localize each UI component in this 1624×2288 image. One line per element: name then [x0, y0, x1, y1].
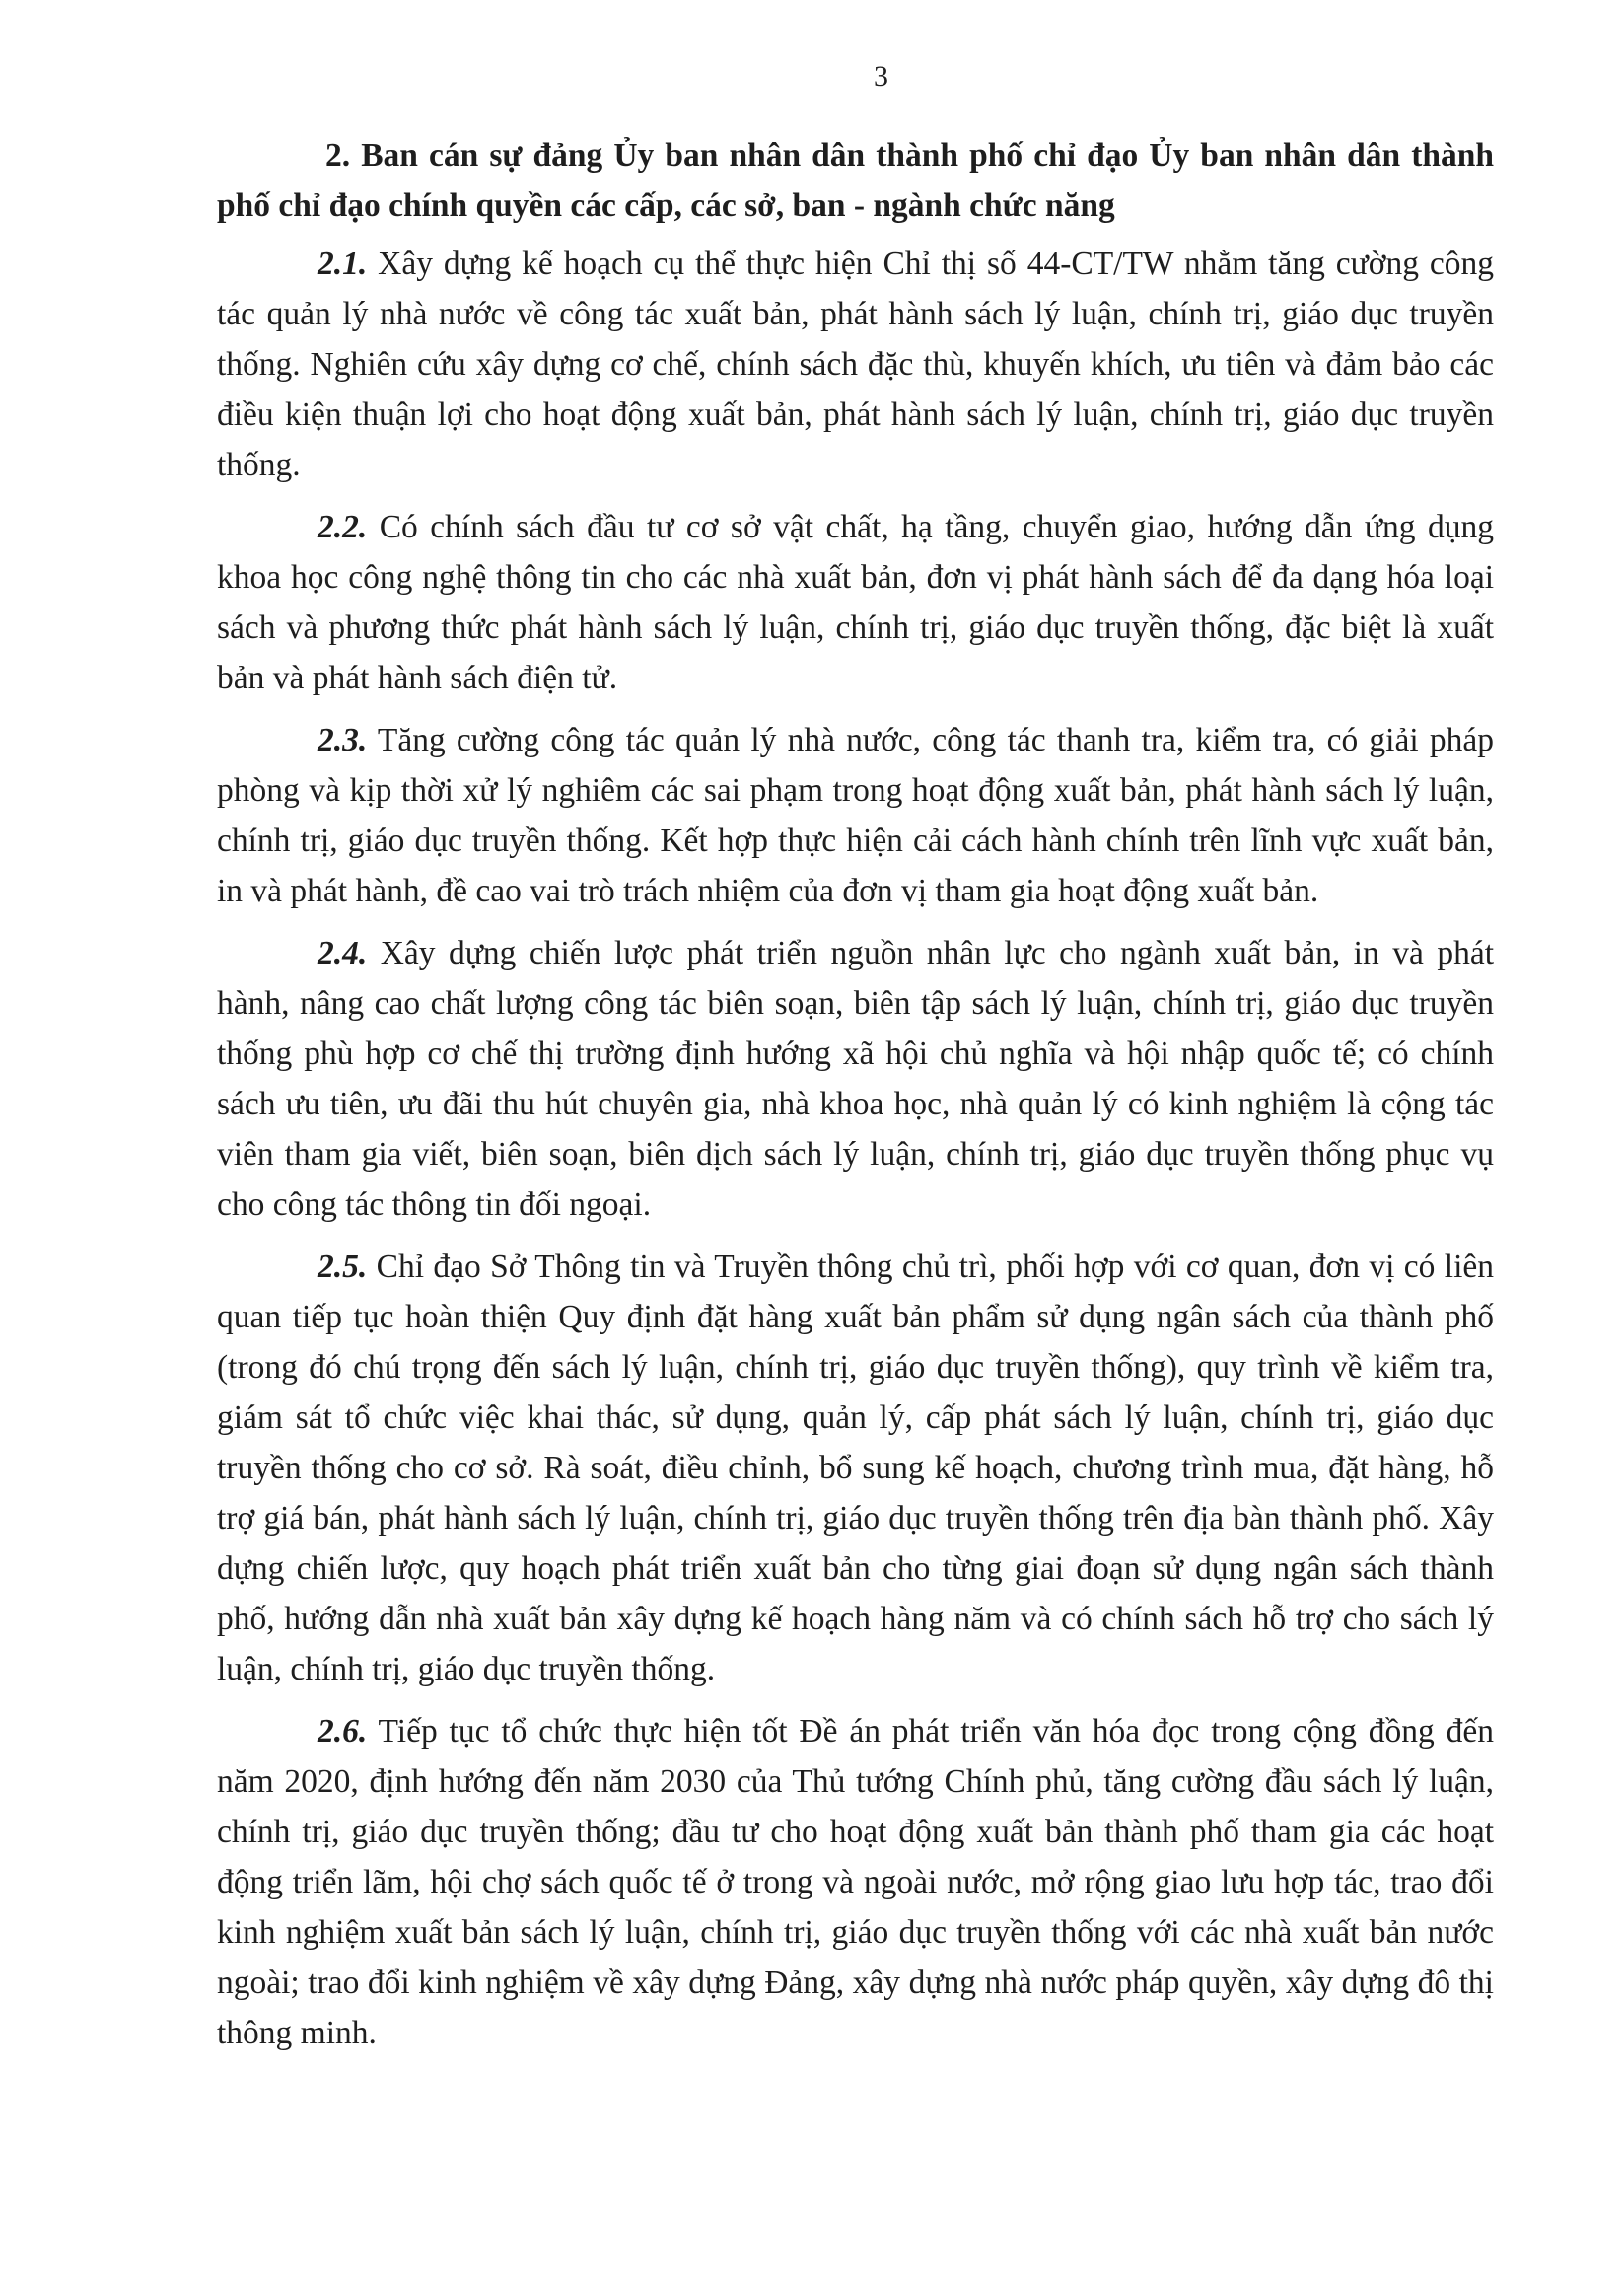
- paragraph-2-1: [217, 239, 1494, 490]
- paragraph-text: Tiếp tục tổ chức thực hiện tốt Đề án phát triển văn hóa đọc trong cộng đồng đến năm 2020, định hướng đến năm 2030 của Thủ tướng Chính phủ, tăng cường đầu sách lý luận, chính trị, giáo dục truyền thống; đầu tư cho hoạt động xuất bản thành phố tham gia các hoạt động triển lãm, hội chợ sách quốc tế ở trong và ngoài nước, mở rộng giao lưu hợp tác, trao đổi kinh nghiệm xuất bản sách lý luận, chính trị, giáo dục truyền thống với các nhà xuất bản nước ngoài; trao đổi kinh nghiệm về xây dựng Đảng, xây dựng nhà nước pháp quyền, xây dựng đô thị thông minh.: [217, 1713, 1494, 2051]
- paragraph-number: 2.1.: [318, 246, 368, 282]
- paragraph-2-2: [217, 502, 1494, 703]
- paragraph-number: 2.2.: [318, 509, 368, 545]
- paragraph-text: Xây dựng chiến lược phát triển nguồn nhân lực cho ngành xuất bản, in và phát hành, nâng cao chất lượng công tác biên soạn, biên tập sách lý luận, chính trị, giáo dục truyền thống phù hợp cơ chế thị trường định hướng xã hội chủ nghĩa và hội nhập quốc tế; có chính sách ưu tiên, ưu đãi thu hút chuyên gia, nhà khoa học, nhà quản lý có kinh nghiệm là cộng tác viên tham gia viết, biên soạn, biên dịch sách lý luận, chính trị, giáo dục truyền thống phục vụ cho công tác thông tin đối ngoại.: [217, 935, 1494, 1223]
- paragraph-number: 2.6.: [318, 1713, 368, 1750]
- section-heading: 2. Ban cán sự đảng Ủy ban nhân dân thành phố chỉ đạo Ủy ban nhân dân thành phố chỉ đạo chính quyền các cấp, các sở, ban - ngành chức năng: [217, 137, 1494, 224]
- paragraph-number: 2.3.: [318, 722, 368, 758]
- paragraph-2-5: [217, 1242, 1494, 1694]
- page-number: 3: [874, 60, 888, 93]
- document-body: [217, 130, 1494, 2070]
- paragraph-2-3: [217, 715, 1494, 916]
- paragraph-text: Chỉ đạo Sở Thông tin và Truyền thông chủ trì, phối hợp với cơ quan, đơn vị có liên quan tiếp tục hoàn thiện Quy định đặt hàng xuất bản phẩm sử dụng ngân sách của thành phố (trong đó chú trọng đến sách lý luận, chính trị, giáo dục truyền thống), quy trình về kiểm tra, giám sát tổ chức việc khai thác, sử dụng, quản lý, cấp phát sách lý luận, chính trị, giáo dục truyền thống cho cơ sở. Rà soát, điều chỉnh, bổ sung kế hoạch, chương trình mua, đặt hàng, hỗ trợ giá bán, phát hành sách lý luận, chính trị, giáo dục truyền thống trên địa bàn thành phố. Xây dựng chiến lược, quy hoạch phát triển xuất bản cho từng giai đoạn sử dụng ngân sách thành phố, hướng dẫn nhà xuất bản xây dựng kế hoạch hàng năm và có chính sách hỗ trợ cho sách lý luận, chính trị, giáo dục truyền thống.: [217, 1249, 1494, 1687]
- paragraph-2-6: [217, 1706, 1494, 2058]
- paragraph-text: Tăng cường công tác quản lý nhà nước, công tác thanh tra, kiểm tra, có giải pháp phòng và kịp thời xử lý nghiêm các sai phạm trong hoạt động xuất bản, phát hành sách lý luận, chính trị, giáo dục truyền thống. Kết hợp thực hiện cải cách hành chính trên lĩnh vực xuất bản, in và phát hành, đề cao vai trò trách nhiệm của đơn vị tham gia hoạt động xuất bản.: [217, 722, 1494, 909]
- paragraph-text: Xây dựng kế hoạch cụ thể thực hiện Chỉ thị số 44-CT/TW nhằm tăng cường công tác quản lý nhà nước về công tác xuất bản, phát hành sách lý luận, chính trị, giáo dục truyền thống. Nghiên cứu xây dựng cơ chế, chính sách đặc thù, khuyến khích, ưu tiên và đảm bảo các điều kiện thuận lợi cho hoạt động xuất bản, phát hành sách lý luận, chính trị, giáo dục truyền thống.: [217, 246, 1494, 483]
- paragraph-number: 2.5.: [318, 1249, 368, 1285]
- paragraph-number: 2.4.: [318, 935, 368, 971]
- paragraph-2-4: [217, 928, 1494, 1230]
- paragraph-text: Có chính sách đầu tư cơ sở vật chất, hạ tầng, chuyển giao, hướng dẫn ứng dụng khoa học công nghệ thông tin cho các nhà xuất bản, đơn vị phát hành sách để đa dạng hóa loại sách và phương thức phát hành sách lý luận, chính trị, giáo dục truyền thống, đặc biệt là xuất bản và phát hành sách điện tử.: [217, 509, 1494, 696]
